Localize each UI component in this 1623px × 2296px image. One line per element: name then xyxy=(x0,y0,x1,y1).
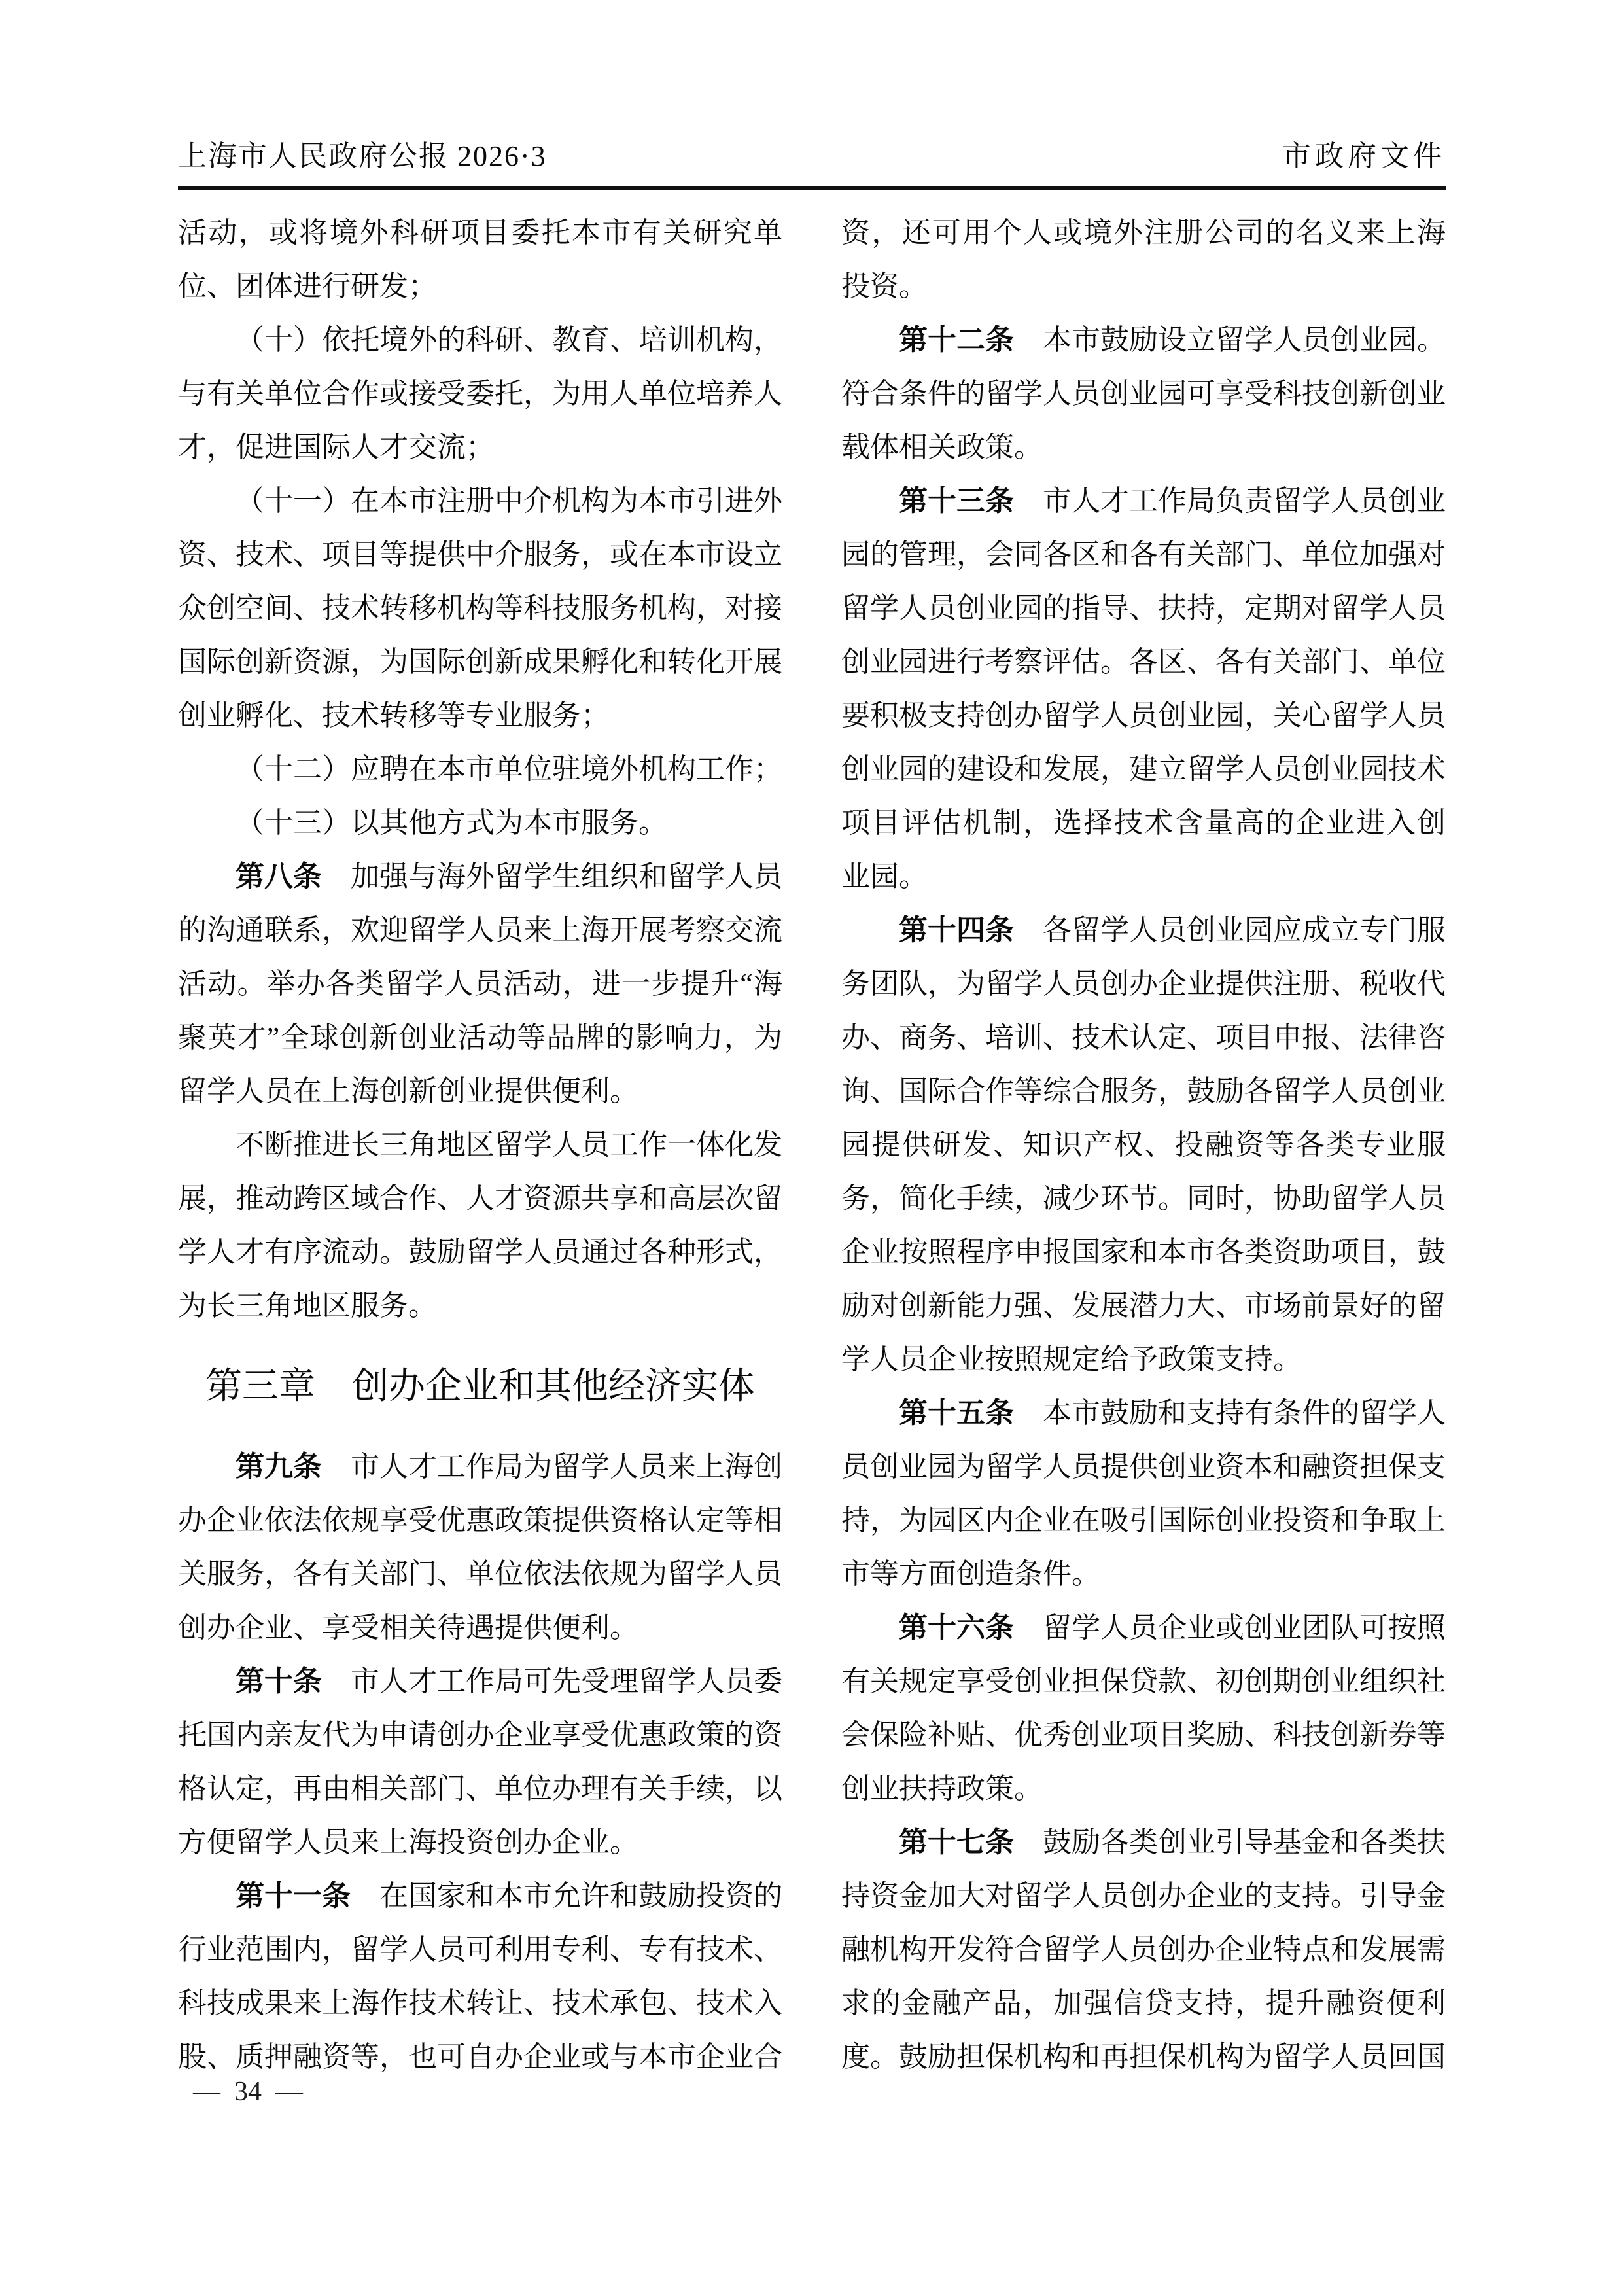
text-line: 园提供研发、知识产权、投融资等各类专业服 xyxy=(841,1129,1446,1161)
text-line: 投资。 xyxy=(841,270,928,302)
article-number: 第九条 xyxy=(236,1451,322,1483)
text-line: 股、质押融资等，也可自办企业或与本市企业合 xyxy=(178,2041,782,2073)
text-line: 有关规定享受创业担保贷款、初创期创业组织社 xyxy=(841,1665,1446,1697)
text-line: 务，简化手续，减少环节。同时，协助留学人员 xyxy=(841,1182,1446,1214)
text-line: 活动，或将境外科研项目委托本市有关研究单 xyxy=(178,217,782,249)
article-line: 第十条 市人才工作局可先受理留学人员委 xyxy=(236,1665,782,1697)
chapter-heading: 第三章 创办企业和其他经济实体 xyxy=(205,1366,755,1407)
right-column xyxy=(841,206,1446,2084)
text-line: （十二）应聘在本市单位驻境外机构工作； xyxy=(236,753,782,785)
text-line: 活动。举办各类留学人员活动，进一步提升“海 xyxy=(178,968,782,1000)
text-line: 务团队，为留学人员创办企业提供注册、税收代 xyxy=(841,968,1446,1000)
text-line: 符合条件的留学人员创业园可享受科技创新创业 xyxy=(841,378,1446,410)
document-category: 市政府文件 xyxy=(1282,140,1446,172)
gazette-title: 上海市人民政府公报 2026·3 xyxy=(178,140,547,172)
text-line: 度。鼓励担保机构和再担保机构为留学人员回国 xyxy=(841,2041,1446,2073)
text-line: 众创空间、技术转移机构等科技服务机构，对接 xyxy=(178,592,782,624)
text-line: 要积极支持创办留学人员创业园，关心留学人员 xyxy=(841,699,1446,732)
text-line: 办企业依法依规享受优惠政策提供资格认定等相 xyxy=(178,1504,782,1536)
text-line: 市等方面创造条件。 xyxy=(841,1558,1100,1590)
text-line: 学人才有序流动。鼓励留学人员通过各种形式， xyxy=(178,1236,782,1268)
article-line: 第九条 市人才工作局为留学人员来上海创 xyxy=(236,1451,782,1483)
text-line: 资，还可用个人或境外注册公司的名义来上海 xyxy=(841,217,1446,249)
text-line: 科技成果来上海作技术转让、技术承包、技术入 xyxy=(178,1987,782,2019)
text-line: 不断推进长三角地区留学人员工作一体化发 xyxy=(236,1129,782,1161)
article-line: 第十七条 鼓励各类创业引导基金和各类扶 xyxy=(899,1826,1446,1858)
text-line: 业园。 xyxy=(841,860,928,892)
text-line: 与有关单位合作或接受委托，为用人单位培养人 xyxy=(178,378,782,410)
text-line: 创业扶持政策。 xyxy=(841,1773,1043,1805)
text-line: 创业孵化、技术转移等专业服务； xyxy=(178,699,610,732)
article-line: 第八条 加强与海外留学生组织和留学人员 xyxy=(236,860,782,892)
text-line: 询、国际合作等综合服务，鼓励各留学人员创业 xyxy=(841,1075,1446,1107)
text-line: 才，促进国际人才交流； xyxy=(178,431,495,463)
article-number: 第十四条 xyxy=(899,914,1014,946)
page-number: — 34 — xyxy=(193,2077,303,2107)
text-line: 留学人员创业园的指导、扶持，定期对留学人员 xyxy=(841,592,1446,624)
text-line: 位、团体进行研发； xyxy=(178,270,437,302)
article-line: 第十二条 本市鼓励设立留学人员创业园。 xyxy=(899,324,1446,356)
text-line: 园的管理，会同各区和各有关部门、单位加强对 xyxy=(841,539,1446,571)
article-line: 第十五条 本市鼓励和支持有条件的留学人 xyxy=(899,1397,1446,1429)
text-line: 创业园的建设和发展，建立留学人员创业园技术 xyxy=(841,753,1446,785)
text-line: 国际创新资源，为国际创新成果孵化和转化开展 xyxy=(178,646,782,678)
text-line: 创办企业、享受相关待遇提供便利。 xyxy=(178,1612,638,1644)
article-number: 第十五条 xyxy=(899,1397,1014,1429)
text-line: 会保险补贴、优秀创业项目奖励、科技创新券等 xyxy=(841,1719,1446,1751)
article-number: 第十一条 xyxy=(236,1880,351,1912)
text-line: 励对创新能力强、发展潜力大、市场前景好的留 xyxy=(841,1290,1446,1322)
article-line: 第十一条 在国家和本市允许和鼓励投资的 xyxy=(236,1880,782,1912)
text-line: （十）依托境外的科研、教育、培训机构， xyxy=(236,324,782,356)
article-number: 第十七条 xyxy=(899,1826,1014,1858)
text-line: 聚英才”全球创新创业活动等品牌的影响力，为 xyxy=(178,1021,782,1053)
text-line: 融机构开发符合留学人员创办企业特点和发展需 xyxy=(841,1934,1446,1966)
text-line: （十三）以其他方式为本市服务。 xyxy=(236,807,667,839)
text-line: 企业按照程序申报国家和本市各类资助项目，鼓 xyxy=(841,1236,1446,1268)
article-number: 第十二条 xyxy=(899,324,1014,356)
article-line: 第十六条 留学人员企业或创业团队可按照 xyxy=(899,1612,1446,1644)
text-line: 载体相关政策。 xyxy=(841,431,1043,463)
text-line: 学人员企业按照规定给予政策支持。 xyxy=(841,1343,1302,1375)
text-line: 方便留学人员来上海投资创办企业。 xyxy=(178,1826,638,1858)
text-line: 求的金融产品，加强信贷支持，提升融资便利 xyxy=(841,1987,1446,2019)
article-number: 第十三条 xyxy=(899,485,1014,517)
text-line: 留学人员在上海创新创业提供便利。 xyxy=(178,1075,638,1107)
text-line: 资、技术、项目等提供中介服务，或在本市设立 xyxy=(178,539,782,571)
text-line: 托国内亲友代为申请创办企业享受优惠政策的资 xyxy=(178,1719,782,1751)
article-number: 第十条 xyxy=(236,1665,322,1697)
article-line: 第十三条 市人才工作局负责留学人员创业 xyxy=(899,485,1446,517)
text-line: 员创业园为留学人员提供创业资本和融资担保支 xyxy=(841,1451,1446,1483)
article-number: 第十六条 xyxy=(899,1612,1014,1644)
text-line: 项目评估机制，选择技术含量高的企业进入创 xyxy=(841,807,1446,839)
text-line: （十一）在本市注册中介机构为本市引进外 xyxy=(236,485,782,517)
left-column xyxy=(178,206,782,2084)
text-line: 持，为园区内企业在吸引国际创业投资和争取上 xyxy=(841,1504,1446,1536)
article-line: 第十四条 各留学人员创业园应成立专门服 xyxy=(899,914,1446,946)
text-line: 创业园进行考察评估。各区、各有关部门、单位 xyxy=(841,646,1446,678)
text-line: 行业范围内，留学人员可利用专利、专有技术、 xyxy=(178,1934,782,1966)
text-line: 关服务，各有关部门、单位依法依规为留学人员 xyxy=(178,1558,782,1590)
page-header xyxy=(178,140,1446,173)
text-line: 展，推动跨区域合作、人才资源共享和高层次留 xyxy=(178,1182,782,1214)
text-line: 的沟通联系，欢迎留学人员来上海开展考察交流 xyxy=(178,914,782,946)
text-line: 持资金加大对留学人员创办企业的支持。引导金 xyxy=(841,1880,1446,1912)
text-line: 为长三角地区服务。 xyxy=(178,1290,437,1322)
text-line: 办、商务、培训、技术认定、项目申报、法律咨 xyxy=(841,1021,1446,1053)
article-number: 第八条 xyxy=(236,860,322,892)
document-body xyxy=(178,206,1446,2084)
header-rule xyxy=(178,186,1446,190)
text-line: 格认定，再由相关部门、单位办理有关手续，以 xyxy=(178,1773,782,1805)
